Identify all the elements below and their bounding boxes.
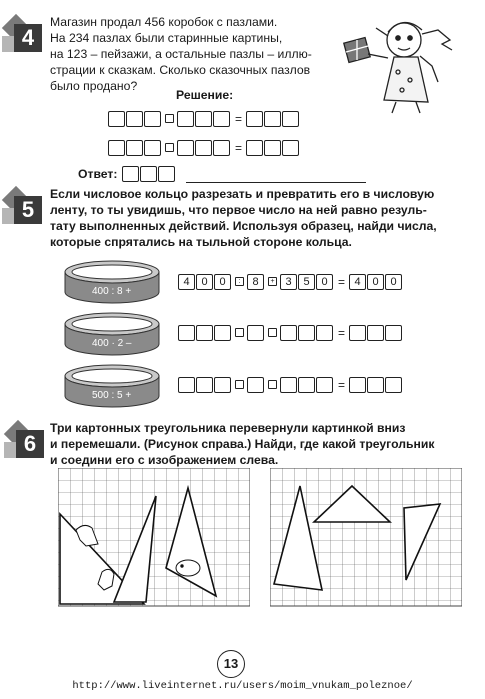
answer-label: Ответ:: [78, 166, 118, 181]
digit-box[interactable]: [195, 111, 212, 127]
text-line: На 234 пазлах были старинные картины,: [50, 31, 283, 45]
digit-box[interactable]: [385, 325, 402, 341]
digit-box: 3: [280, 274, 297, 290]
text-line: Три картонных треугольника перевернули картинкой вниз: [50, 421, 406, 435]
digit-box[interactable]: [214, 325, 231, 341]
digit-box[interactable]: [213, 111, 230, 127]
digit-box[interactable]: [178, 377, 195, 393]
digit-box[interactable]: [316, 377, 333, 393]
operator-box[interactable]: [268, 380, 277, 389]
digit-box[interactable]: [246, 140, 263, 156]
task-number: 4: [14, 24, 42, 52]
operator-box[interactable]: [268, 328, 277, 337]
digit-box[interactable]: [316, 325, 333, 341]
operator-box[interactable]: [165, 114, 174, 123]
operator-box[interactable]: [235, 380, 244, 389]
ring-label: 500 : 5 +: [92, 390, 132, 401]
task-number: 6: [16, 430, 44, 458]
digit-box[interactable]: [195, 140, 212, 156]
digit-box: 0: [367, 274, 384, 290]
left-grid-with-pictures: [58, 468, 250, 608]
right-grid-with-shuffled-triangles: [270, 468, 462, 608]
digit-box[interactable]: [280, 377, 297, 393]
text-line: и соедини его с изображением слева.: [50, 453, 279, 467]
operator-box: :: [235, 277, 244, 286]
digit-box: 0: [214, 274, 231, 290]
digit-box[interactable]: [158, 166, 175, 182]
digit-box[interactable]: [213, 140, 230, 156]
digit-box[interactable]: [280, 325, 297, 341]
digit-box[interactable]: [144, 111, 161, 127]
digit-box[interactable]: [108, 111, 125, 127]
text-line: страции к сказкам. Сколько сказочных пазлов: [50, 63, 311, 77]
solution-label: Решение:: [176, 88, 234, 102]
digit-box[interactable]: [385, 377, 402, 393]
digit-box[interactable]: [177, 140, 194, 156]
solution-row-2: [108, 139, 300, 157]
number-ring-2: [62, 310, 162, 365]
digit-box[interactable]: [264, 111, 281, 127]
blank-row-1: [178, 324, 403, 342]
equals-sign: =: [338, 377, 346, 392]
digit-box: 0: [196, 274, 213, 290]
equals-sign: =: [338, 274, 346, 289]
digit-box[interactable]: [108, 140, 125, 156]
solution-row-1: [108, 110, 300, 128]
digit-box[interactable]: [177, 111, 194, 127]
digit-box: 0: [316, 274, 333, 290]
ring-shape: [62, 258, 162, 308]
digit-box[interactable]: [367, 325, 384, 341]
equals-sign: =: [235, 111, 243, 126]
digit-box[interactable]: [367, 377, 384, 393]
text-line: и перемешали. (Рисунок справа.) Найди, где какой треугольник: [50, 437, 435, 451]
digit-box[interactable]: [349, 325, 366, 341]
text-line: тату выполненных действий. Используя образец, найди числа,: [50, 219, 437, 233]
blank-row-2: [178, 376, 403, 394]
task-5-text: [50, 186, 475, 250]
digit-box[interactable]: [246, 111, 263, 127]
digit-box[interactable]: [178, 325, 195, 341]
task-5-badge: [6, 190, 42, 226]
digit-box: 8: [247, 274, 264, 290]
text-line: Магазин продал 456 коробок с пазлами.: [50, 15, 278, 29]
task-number: 5: [14, 196, 42, 224]
ring-shape: [62, 362, 162, 412]
digit-box: 4: [349, 274, 366, 290]
operator-box: +: [268, 277, 277, 286]
page-number: 13: [217, 650, 245, 678]
digit-box[interactable]: [264, 140, 281, 156]
digit-box[interactable]: [349, 377, 366, 393]
digit-box: 4: [178, 274, 195, 290]
digit-box[interactable]: [282, 140, 299, 156]
digit-box[interactable]: [196, 377, 213, 393]
answer-line[interactable]: [186, 182, 366, 183]
number-ring-1: [62, 258, 162, 313]
digit-box[interactable]: [282, 111, 299, 127]
ring-label: 400 · 2 –: [92, 338, 132, 349]
task-4-text: [50, 14, 350, 94]
ring-label: 400 : 8 +: [92, 286, 132, 297]
digit-box[interactable]: [247, 325, 264, 341]
text-line: ленту, то ты увидишь, что первое число на ней равно резуль-: [50, 203, 427, 217]
digit-box[interactable]: [126, 111, 143, 127]
text-line: на 123 – пейзажи, а остальные пазлы – иллю-: [50, 47, 312, 61]
text-line: которые спрятались на тыльной стороне кольца.: [50, 235, 352, 249]
digit-box[interactable]: [122, 166, 139, 182]
hamster-icon: [176, 560, 200, 576]
digit-box[interactable]: [126, 140, 143, 156]
digit-box[interactable]: [214, 377, 231, 393]
footer-url: http://www.liveinternet.ru/users/moim_vnukam_poleznoe/: [72, 680, 413, 692]
example-row: [178, 273, 403, 291]
digit-box[interactable]: [140, 166, 157, 182]
equals-sign: =: [235, 140, 243, 155]
answer-row: [78, 165, 366, 183]
operator-box[interactable]: [165, 143, 174, 152]
task-6-badge: [8, 424, 44, 460]
equals-sign: =: [338, 325, 346, 340]
digit-box[interactable]: [144, 140, 161, 156]
digit-box: 5: [298, 274, 315, 290]
digit-box[interactable]: [247, 377, 264, 393]
task-4-badge: [6, 18, 42, 54]
girl-with-gift-illustration: [338, 10, 478, 115]
digit-box[interactable]: [298, 325, 315, 341]
text-line: Если числовое кольцо разрезать и превратить его в числовую: [50, 187, 435, 201]
digit-box[interactable]: [196, 325, 213, 341]
ring-shape: [62, 310, 162, 360]
digit-box[interactable]: [298, 377, 315, 393]
text-line: было продано?: [50, 79, 138, 93]
digit-box: 0: [385, 274, 402, 290]
number-ring-3: [62, 362, 162, 417]
operator-box[interactable]: [235, 328, 244, 337]
task-6-text: [50, 420, 475, 468]
